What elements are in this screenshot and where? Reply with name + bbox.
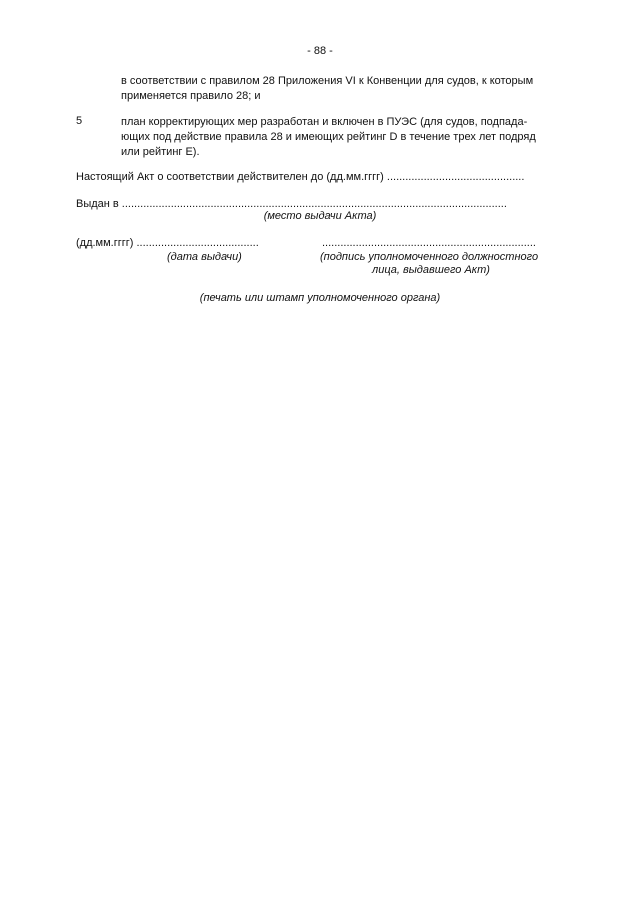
issued-at-caption: (место выдачи Акта) bbox=[263, 210, 377, 222]
validity-line: Настоящий Акт о соответствии действителен до (дд.мм.гггг) ............................................. bbox=[76, 171, 525, 183]
item-5-line-1: план корректирующих мер разработан и включен в ПУЭС (для судов, подпада- bbox=[121, 116, 528, 128]
issued-at-line: Выдан в .............................................................................................................................. bbox=[76, 198, 507, 210]
continuation-line-1: в соответствии с правилом 28 Приложения VI к Конвенции для судов, к которым bbox=[121, 75, 534, 87]
continuation-line-2: применяется правило 28; и bbox=[121, 90, 261, 102]
item-5-line-3: или рейтинг E). bbox=[121, 146, 200, 158]
signature-caption-line-1: (подпись уполномоченного должностного bbox=[320, 251, 539, 263]
signature-dots: ...................................................................... bbox=[322, 237, 536, 249]
item-5-line-2: ющих под действие правила 28 и имеющих рейтинг D в течение трех лет подряд bbox=[121, 131, 536, 143]
signature-caption-line-2: лица, выдавшего Акт) bbox=[372, 264, 490, 276]
issue-date-caption: (дата выдачи) bbox=[167, 251, 242, 263]
item-5-number: 5 bbox=[76, 115, 83, 127]
stamp-caption: (печать или штамп уполномоченного органа) bbox=[199, 292, 441, 304]
issue-date-field: (дд.мм.гггг) ........................................ bbox=[76, 237, 259, 249]
page-number: - 88 - bbox=[307, 45, 333, 57]
